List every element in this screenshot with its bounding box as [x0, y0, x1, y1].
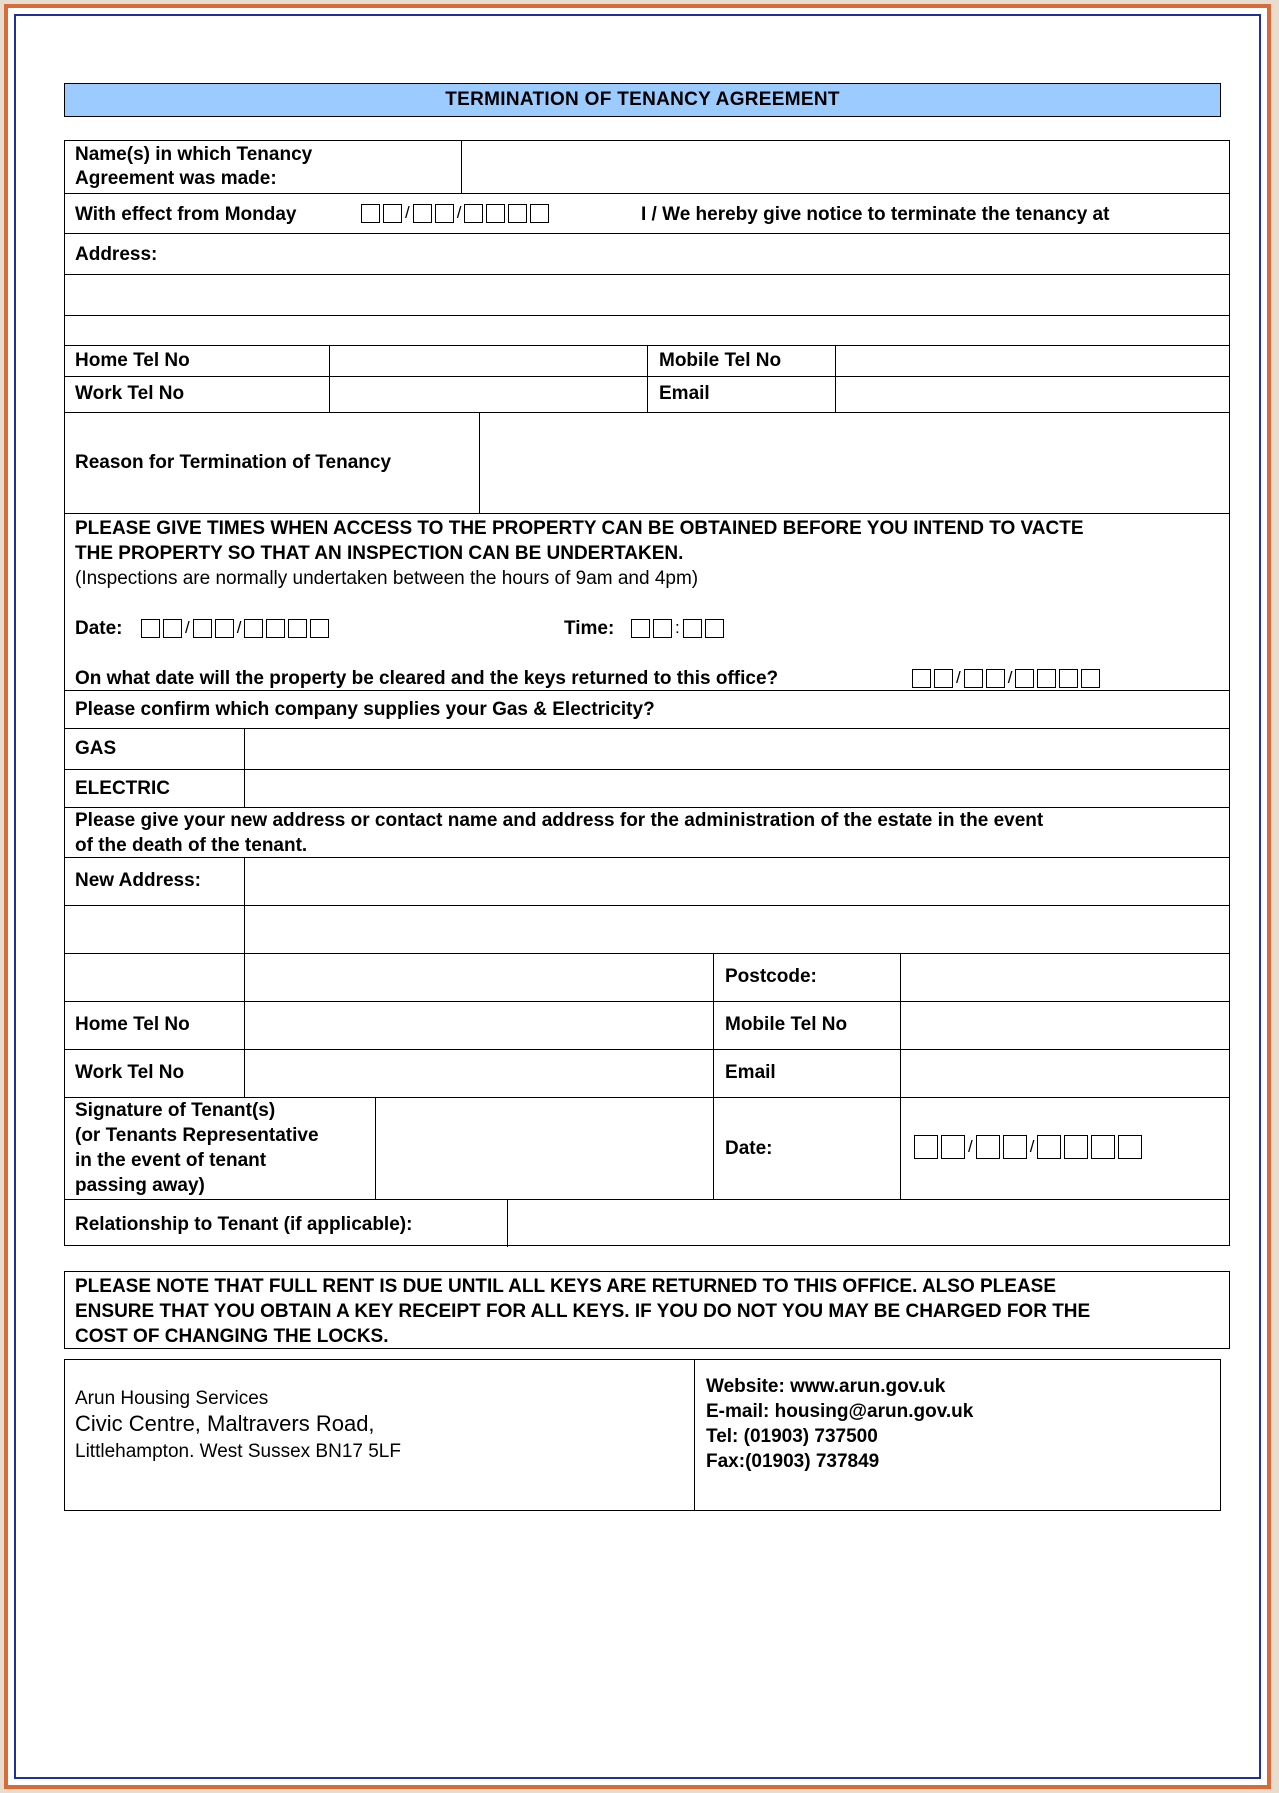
date-digit-box — [215, 619, 234, 638]
date-digit-box — [1081, 669, 1100, 688]
access-date-label: Date: — [75, 618, 123, 639]
address-label: Address: — [75, 244, 158, 265]
date-digit-box — [288, 619, 307, 638]
date-separator: / — [1007, 668, 1013, 687]
date-digit-box — [912, 669, 931, 688]
date-separator: / — [1029, 1137, 1035, 1156]
signature-label: Signature of Tenant(s) (or Tenants Representative in the event of tenant passing away) — [75, 1100, 319, 1196]
date-separator: / — [236, 618, 242, 637]
names-input[interactable] — [463, 143, 1229, 191]
new-email-label: Email — [725, 1062, 776, 1083]
date-digit-box — [464, 204, 483, 223]
date-digit-box — [964, 669, 983, 688]
rent-notice-box — [64, 1271, 1230, 1349]
cleared-question: On what date will the property be cleared and the keys returned to this office? — [75, 668, 779, 689]
email-label: Email — [659, 383, 710, 404]
date-digit-box — [383, 204, 402, 223]
date-digit-box — [508, 204, 527, 223]
footer-email-link[interactable]: E-mail: housing@arun.gov.uk — [706, 1401, 974, 1422]
date-digit-box — [413, 204, 432, 223]
date-digit-box — [530, 204, 549, 223]
date-digit-box — [193, 619, 212, 638]
address-line-2-input[interactable] — [67, 276, 1227, 313]
time-digit-box — [631, 619, 650, 638]
date-digit-box — [486, 204, 505, 223]
date-digit-box — [1015, 669, 1034, 688]
footer-address-line2: Littlehampton. West Sussex BN17 5LF — [75, 1441, 401, 1462]
new-address-prompt: Please give your new address or contact name and address for the administration of the estate in the event of the death of the tenant. — [75, 810, 1044, 856]
home-tel-input[interactable] — [331, 347, 645, 375]
date-separator: / — [185, 618, 190, 637]
signature-input[interactable] — [377, 1099, 711, 1197]
postcode-label: Postcode: — [725, 966, 817, 987]
names-label: Name(s) in which Tenancy Agreement was made: — [75, 144, 313, 189]
footer-website-link[interactable]: Website: www.arun.gov.uk — [706, 1376, 946, 1397]
effect-label: With effect from Monday — [75, 204, 297, 225]
new-mobile-tel-label: Mobile Tel No — [725, 1014, 848, 1035]
reason-input[interactable] — [481, 414, 1227, 511]
relationship-label: Relationship to Tenant (if applicable): — [75, 1214, 413, 1235]
time-digit-box — [653, 619, 672, 638]
reason-label: Reason for Termination of Tenancy — [75, 452, 392, 473]
relationship-input[interactable] — [509, 1201, 1227, 1245]
date-digit-box — [934, 669, 953, 688]
date-digit-box — [1091, 1135, 1115, 1159]
effect-date-input[interactable] — [361, 203, 552, 223]
date-digit-box — [976, 1135, 1000, 1159]
date-digit-box — [1037, 1135, 1061, 1159]
date-digit-box — [1037, 669, 1056, 688]
cleared-date-input[interactable] — [912, 668, 1103, 688]
date-digit-box — [1064, 1135, 1088, 1159]
footer-tel: Tel: (01903) 737500 — [706, 1426, 878, 1447]
signature-date-input[interactable] — [914, 1135, 1145, 1159]
date-digit-box — [141, 619, 160, 638]
supplier-question: Please confirm which company supplies your Gas & Electricity? — [75, 699, 655, 720]
mobile-tel-input[interactable] — [837, 347, 1227, 375]
date-digit-box — [986, 669, 1005, 688]
time-digit-box — [683, 619, 702, 638]
email-input[interactable] — [837, 378, 1227, 410]
form-title: TERMINATION OF TENANCY AGREEMENT — [64, 83, 1221, 117]
footer-contact-box — [64, 1359, 1221, 1511]
date-digit-box — [435, 204, 454, 223]
new-work-tel-label: Work Tel No — [75, 1062, 185, 1083]
date-separator: / — [956, 668, 961, 687]
footer-fax: Fax:(01903) 737849 — [706, 1451, 880, 1472]
date-digit-box — [361, 204, 380, 223]
gas-label: GAS — [75, 738, 117, 759]
date-digit-box — [914, 1135, 938, 1159]
new-address-line-2-input[interactable] — [246, 907, 1227, 951]
date-digit-box — [1003, 1135, 1027, 1159]
mobile-tel-label: Mobile Tel No — [659, 350, 782, 371]
access-time-input[interactable] — [631, 618, 727, 638]
date-digit-box — [1059, 669, 1078, 688]
new-home-tel-label: Home Tel No — [75, 1014, 190, 1035]
access-heading: PLEASE GIVE TIMES WHEN ACCESS TO THE PROPERTY CAN BE OBTAINED BEFORE YOU INTEND TO VACTE THE PROPERTY SO THAT AN INSPECTION CAN BE UNDERTAKEN. — [75, 518, 1084, 564]
postcode-input[interactable] — [902, 955, 1227, 999]
address-line-3-input[interactable] — [67, 317, 1227, 343]
date-digit-box — [244, 619, 263, 638]
date-digit-box — [310, 619, 329, 638]
electric-label: ELECTRIC — [75, 778, 170, 799]
footer-address-line1: Civic Centre, Maltravers Road, — [75, 1411, 375, 1436]
notice-text: I / We hereby give notice to terminate the tenancy at — [641, 204, 1110, 225]
date-separator: / — [405, 203, 410, 222]
tenancy-form-table — [64, 140, 1230, 1246]
rent-notice-text: PLEASE NOTE THAT FULL RENT IS DUE UNTIL ALL KEYS ARE RETURNED TO THIS OFFICE. ALSO PLEASE ENSURE THAT YOU OBTAIN A KEY RECEIPT FOR ALL KEYS. IF YOU DO NOT YOU MAY BE CHARGED FOR THE COST OF CHANGING THE LOCKS. — [75, 1276, 1091, 1347]
date-digit-box — [266, 619, 285, 638]
new-address-line-1-input[interactable] — [246, 859, 1227, 903]
home-tel-label: Home Tel No — [75, 350, 190, 371]
time-digit-box — [705, 619, 724, 638]
access-time-label: Time: — [564, 618, 615, 639]
new-work-tel-input[interactable] — [246, 1051, 711, 1095]
access-date-input[interactable] — [141, 618, 332, 638]
date-separator: / — [968, 1137, 973, 1156]
work-tel-input[interactable] — [331, 378, 645, 410]
new-address-line-3-input[interactable] — [246, 955, 711, 999]
new-address-label: New Address: — [75, 870, 201, 891]
date-digit-box — [163, 619, 182, 638]
access-note: (Inspections are normally undertaken between the hours of 9am and 4pm) — [75, 568, 699, 589]
new-email-input[interactable] — [902, 1051, 1227, 1095]
date-digit-box — [1118, 1135, 1142, 1159]
signature-date-label: Date: — [725, 1138, 773, 1159]
new-home-tel-input[interactable] — [246, 1003, 711, 1047]
time-separator: : — [675, 618, 680, 637]
work-tel-label: Work Tel No — [75, 383, 185, 404]
electric-supplier-input[interactable] — [246, 771, 1227, 805]
gas-supplier-input[interactable] — [246, 730, 1227, 767]
footer-org: Arun Housing Services — [75, 1388, 269, 1409]
date-separator: / — [456, 203, 462, 222]
date-digit-box — [941, 1135, 965, 1159]
new-mobile-tel-input[interactable] — [902, 1003, 1227, 1047]
